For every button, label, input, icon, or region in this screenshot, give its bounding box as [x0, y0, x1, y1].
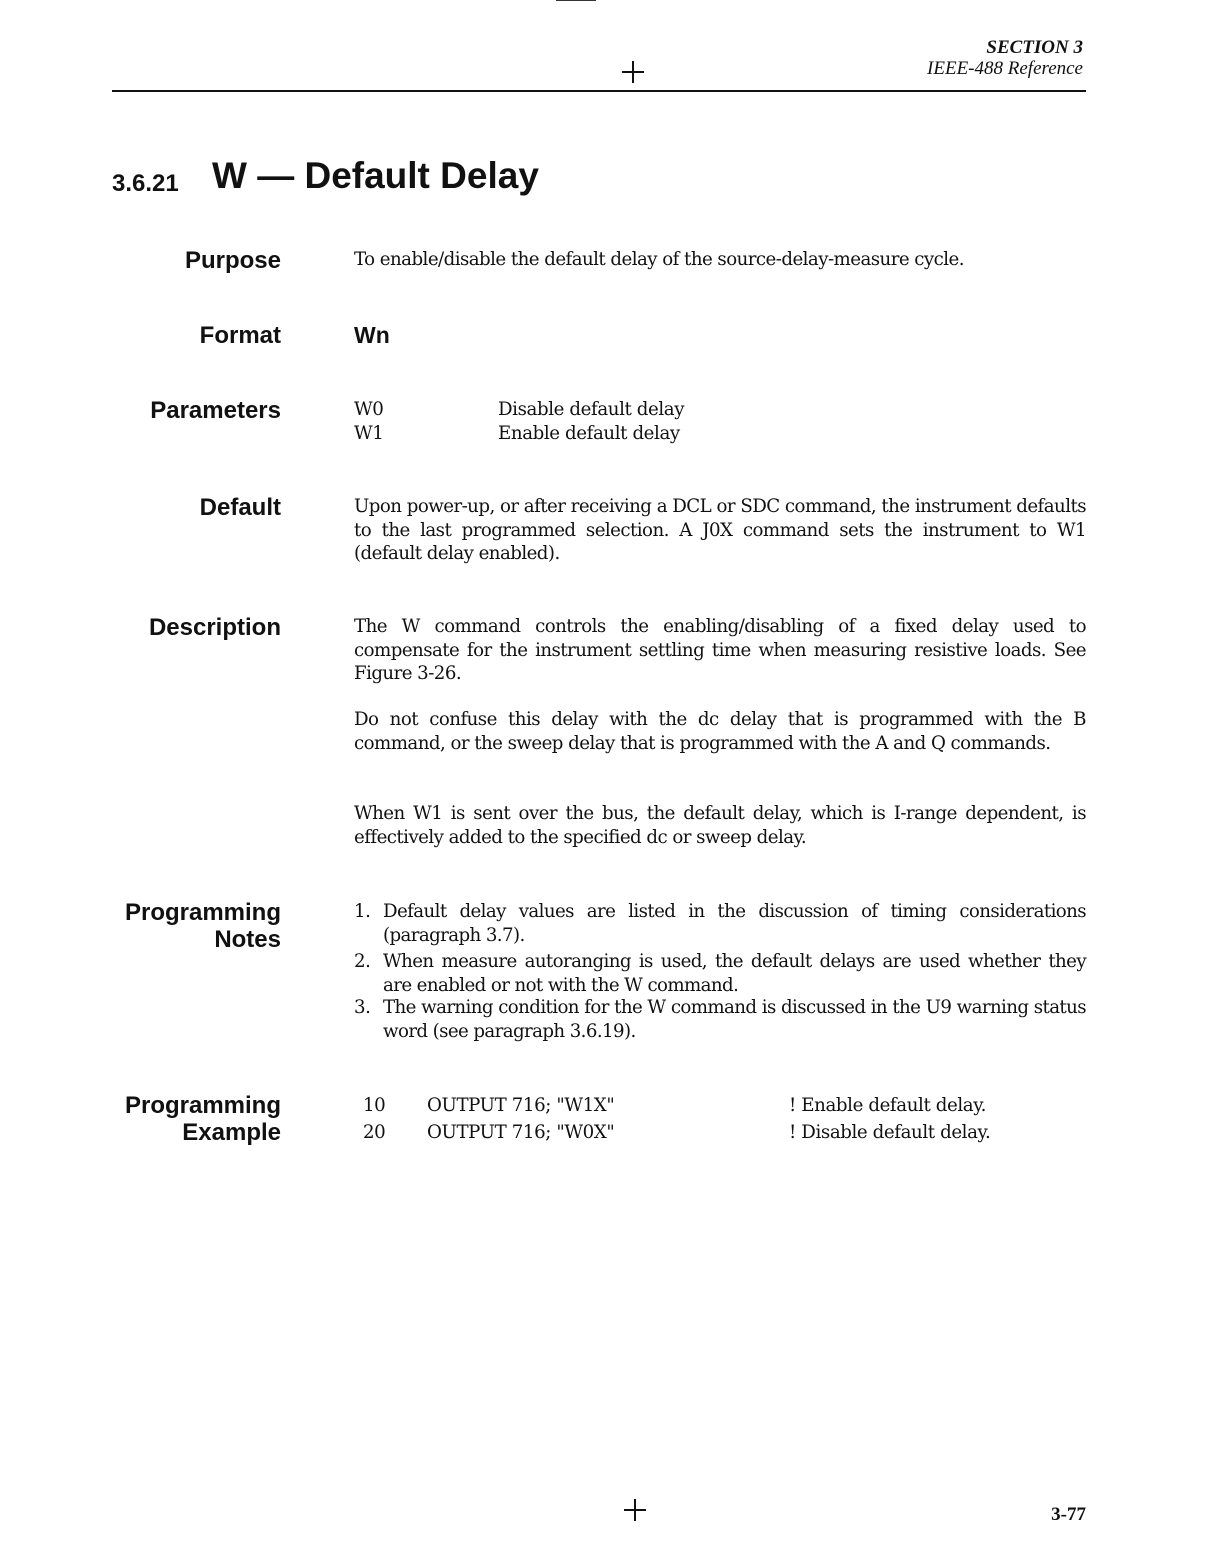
purpose-label: Purpose	[184, 247, 281, 274]
page-title: W — Default Delay	[212, 155, 539, 196]
note-text: The warning condition for the W command is discussed in the U9 warning status word (see paragraph 3.6.19).	[383, 997, 1086, 1042]
registration-mark-bottom-icon	[624, 1499, 646, 1521]
parameters-label: Parameters	[150, 397, 281, 424]
example-comment: ! Enable default delay.	[789, 1095, 987, 1116]
parameter-description: Enable default delay	[498, 423, 680, 444]
note-number: 2.	[354, 951, 371, 972]
page-number: 3-77	[1051, 1504, 1086, 1525]
example-code: OUTPUT 716; "W1X"	[427, 1095, 615, 1116]
note-text: Default delay values are listed in the discussion of timing considerations (paragraph 3.7).	[383, 901, 1086, 946]
example-line-number: 10	[363, 1095, 386, 1116]
parameter-code: W0	[354, 399, 384, 420]
programming-notes-label-line1: Programming	[124, 899, 281, 926]
registration-mark-top-icon	[622, 61, 644, 83]
format-value: Wn	[354, 322, 390, 348]
top-edge-tick	[556, 0, 596, 1]
programming-example-label-line2: Example	[182, 1119, 281, 1146]
example-comment: ! Disable default delay.	[789, 1122, 991, 1143]
description-paragraph: The W command controls the enabling/disabling of a fixed delay used to compensate for the instrument settling time when measuring resistive loads. See Figure 3-26.	[354, 616, 1086, 684]
parameter-code: W1	[354, 423, 384, 444]
note-number: 3.	[354, 997, 371, 1018]
section-number: 3.6.21	[112, 170, 179, 197]
programming-notes-label-line2: Notes	[214, 926, 281, 953]
default-label: Default	[199, 494, 281, 521]
header-section: SECTION 3	[986, 37, 1083, 58]
format-label: Format	[199, 322, 281, 349]
default-text: Upon power-up, or after receiving a DCL or SDC command, the instrument defaults to the last programmed selection. A J0X command sets the instrument to W1 (default delay enabled).	[354, 496, 1086, 564]
purpose-text: To enable/disable the default delay of the source-delay-measure cycle.	[354, 249, 964, 270]
example-code: OUTPUT 716; "W0X"	[427, 1122, 615, 1143]
description-paragraph: Do not confuse this delay with the dc delay that is programmed with the B command, or the sweep delay that is programmed with the A and Q commands.	[354, 709, 1086, 754]
description-paragraph: When W1 is sent over the bus, the default delay, which is I-range dependent, is effectively added to the specified dc or sweep delay.	[354, 803, 1086, 848]
header-reference: IEEE-488 Reference	[927, 58, 1083, 79]
note-number: 1.	[354, 901, 371, 922]
header-rule	[112, 90, 1086, 92]
parameter-description: Disable default delay	[498, 399, 685, 420]
programming-example-label-line1: Programming	[124, 1092, 281, 1119]
description-label: Description	[148, 614, 281, 641]
note-text: When measure autoranging is used, the default delays are used whether they are enabled or not with the W command.	[383, 951, 1086, 996]
example-line-number: 20	[363, 1122, 386, 1143]
